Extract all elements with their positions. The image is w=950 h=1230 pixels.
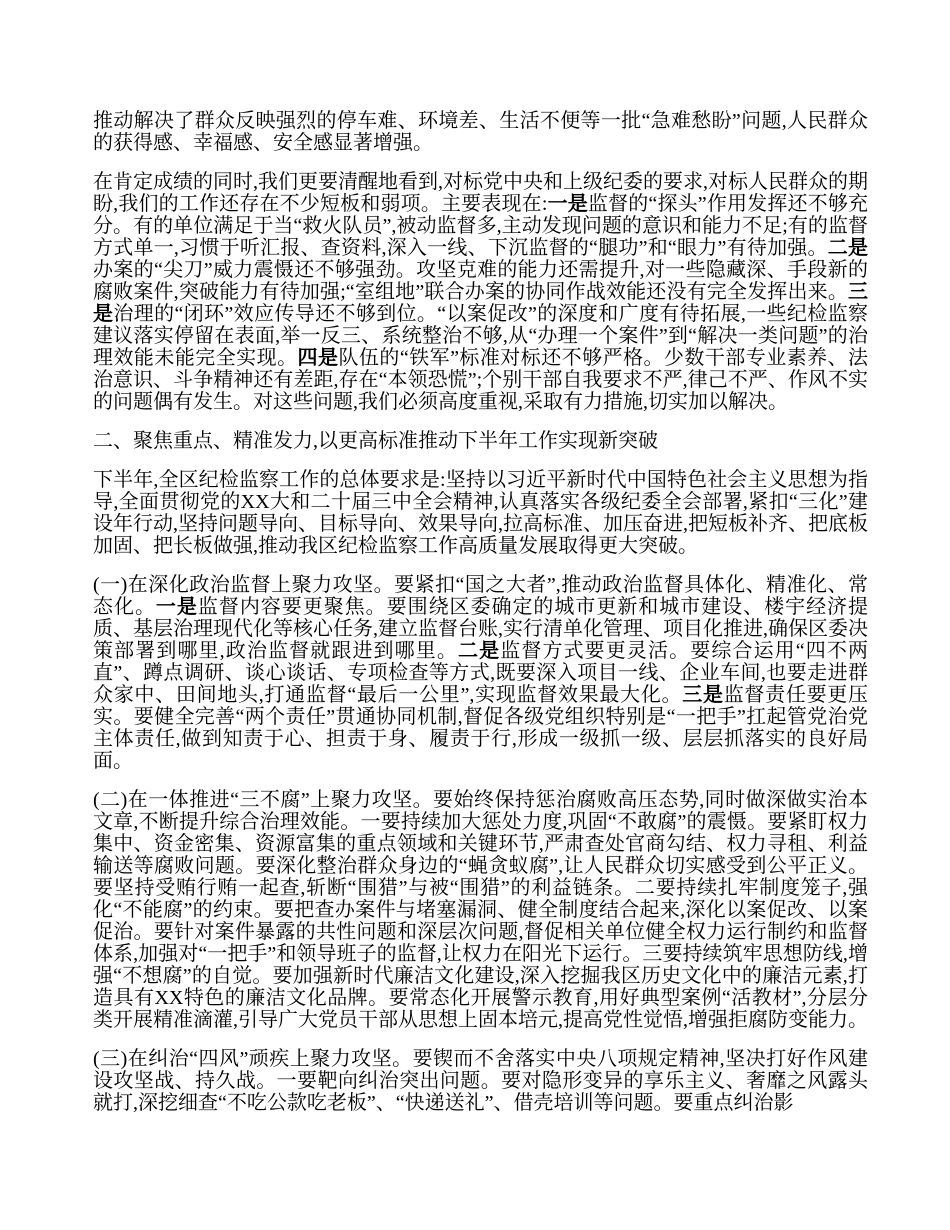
emphasis-run: 二是 (827, 237, 868, 259)
text-run: 监督责任要更压实。要健全完善“两个责任”贯通协同机制,督促各级党组织特别是“一把手”扛起管党治党主体责任,做到知责于心、担责于身、履责于行,形成一级抓一级、层层抓落实的良好局面。 (93, 684, 869, 772)
text-run: 在肯定成绩的同时,我们更要清醒地看到,对标党中央和上级纪委的要求,对标人民群众的期盼,我们的工作还存在不少短板和弱项。主要表现在: (93, 171, 868, 215)
paragraph-political-supervision (93, 574, 868, 772)
emphasis-run: 三是 (93, 281, 868, 325)
text-run: 队伍的“铁军”标准对标还不够严格。少数干部专业素养、法治意识、斗争精神还有差距,存在“本领恐慌”;个别干部自我要求不严,律己不严、作风不实的问题偶有发生。对这些问题,我们必须高度重视,采取有力措施,切实加以解决。 (93, 347, 869, 413)
paragraph-four-winds (93, 1048, 868, 1114)
emphasis-run: 一是 (155, 596, 198, 618)
emphasis-run: 三是 (682, 684, 724, 706)
emphasis-run: 四是 (297, 347, 339, 369)
paragraph-achievements (93, 110, 868, 154)
paragraph-shortcomings (93, 171, 868, 413)
text-run: 推动解决了群众反映强烈的停车难、环境差、生活不便等一批“急难愁盼”问题,人民群众的获得感、幸福感、安全感显著增强。 (93, 110, 868, 154)
text-run: (二)在一体推进“三不腐”上聚力攻坚。要始终保持惩治腐败高压态势,同时做深做实治本文章,不断提升综合治理效能。一要持续加大惩处力度,巩固“不敢腐”的震慑。要紧盯权力集中、资金密集、资源富集的重点领域和关键环节,严肃查处官商勾结、权力寻租、利益输送等腐败问题。要深化整治群众身边的“蝇贪蚁腐”,让人民群众切实感受到公平正义。要坚持受贿行贿一起查,斩断“围猎”与被“围猎”的利益链条。二要持续扎牢制度笼子,强化“不能腐”的约束。要把查办案件与堵塞漏洞、健全制度结合起来,深化以案促改、以案促治。要针对案件暴露的共性问题和深层次问题,督促相关单位健全权力运行制约和监督体系,加强对“一把手”和领导班子的监督,让权力在阳光下运行。三要持续筑牢思想防线,增强“不想腐”的自觉。要加强新时代廉洁文化建设,深入挖掘我区历史文化中的廉洁元素,打造具有XX特色的廉洁文化品牌。要常态化开展警示教育,用好典型案例“活教材”,分层分类开展精准滴灌,引导广大党员干部从思想上固本培元,提高党性觉悟,增强拒腐防变能力。 (93, 789, 868, 1031)
text-run: 监督方式要更灵活。要综合运用“四不两直”、蹲点调研、谈心谈话、专项检查等方式,既要深入项目一线、企业车间,也要走进群众家中、田间地头,打通监督“最后一公里”,实现监督效果最大化。 (93, 640, 868, 706)
text-run: 下半年,全区纪检监察工作的总体要求是:坚持以习近平新时代中国特色社会主义思想为指导,全面贯彻党的XX大和二十届三中全会精神,认真落实各级纪委全会部署,紧扣“三化”建设年行动,坚持问题导向、目标导向、效果导向,拉高标准、加压奋进,把短板补齐、把底板加固、把长板做强,推动我区纪检监察工作高质量发展取得更大突破。 (93, 469, 868, 557)
paragraph-anti-corruption (93, 789, 868, 1031)
emphasis-run: 二是 (458, 640, 501, 662)
text-run: (一)在深化政治监督上聚力攻坚。要紧扣“国之大者”,推动政治监督具体化、精准化、常态化。 (93, 574, 868, 618)
text-run: (三)在纠治“四风”顽疾上聚力攻坚。要锲而不舍落实中央八项规定精神,坚决打好作风建设攻坚战、持久战。一要靶向纠治突出问题。要对隐形变异的享乐主义、奢靡之风露头就打,深挖细查“不吃公款吃老板”、“快递送礼”、借壳培训等问题。要重点纠治影 (93, 1048, 868, 1114)
text-run: 监督内容要更聚焦。要围绕区委确定的城市更新和城市建设、楼宇经济提质、基层治理现代化等核心任务,建立监督台账,实行清单化管理、项目化推进,确保区委决策部署到哪里,政治监督就跟进到哪里。 (93, 596, 869, 662)
text-run: 办案的“尖刀”威力震慑还不够强劲。攻坚克难的能力还需提升,对一些隐藏深、手段新的腐败案件,突破能力有待加强;“室组地”联合办案的协同作战效能还没有完全发挥出来。 (93, 259, 868, 303)
text-run: 监督的“探头”作用发挥还不够充分。有的单位满足于当“救火队员”,被动监督多,主动发现问题的意识和能力不足;有的监督方式单一,习惯于听汇报、查资料,深入一线、下沉监督的“腿功”和“眼力”有待加强。 (93, 193, 869, 259)
section-heading-part-two (93, 430, 868, 452)
emphasis-run: 一是 (547, 193, 588, 215)
text-run: 二、聚焦重点、精准发力,以更高标准推动下半年工作实现新突破 (93, 430, 658, 452)
text-run: 治理的“闭环”效应传导还不够到位。“以案促改”的深度和广度有待拓展,一些纪检监察建议落实停留在表面,举一反三、系统整治不够,从“办理一个案件”到“解决一类问题”的治理效能未能完全实现。 (93, 303, 869, 369)
paragraph-overall-requirements (93, 469, 868, 557)
